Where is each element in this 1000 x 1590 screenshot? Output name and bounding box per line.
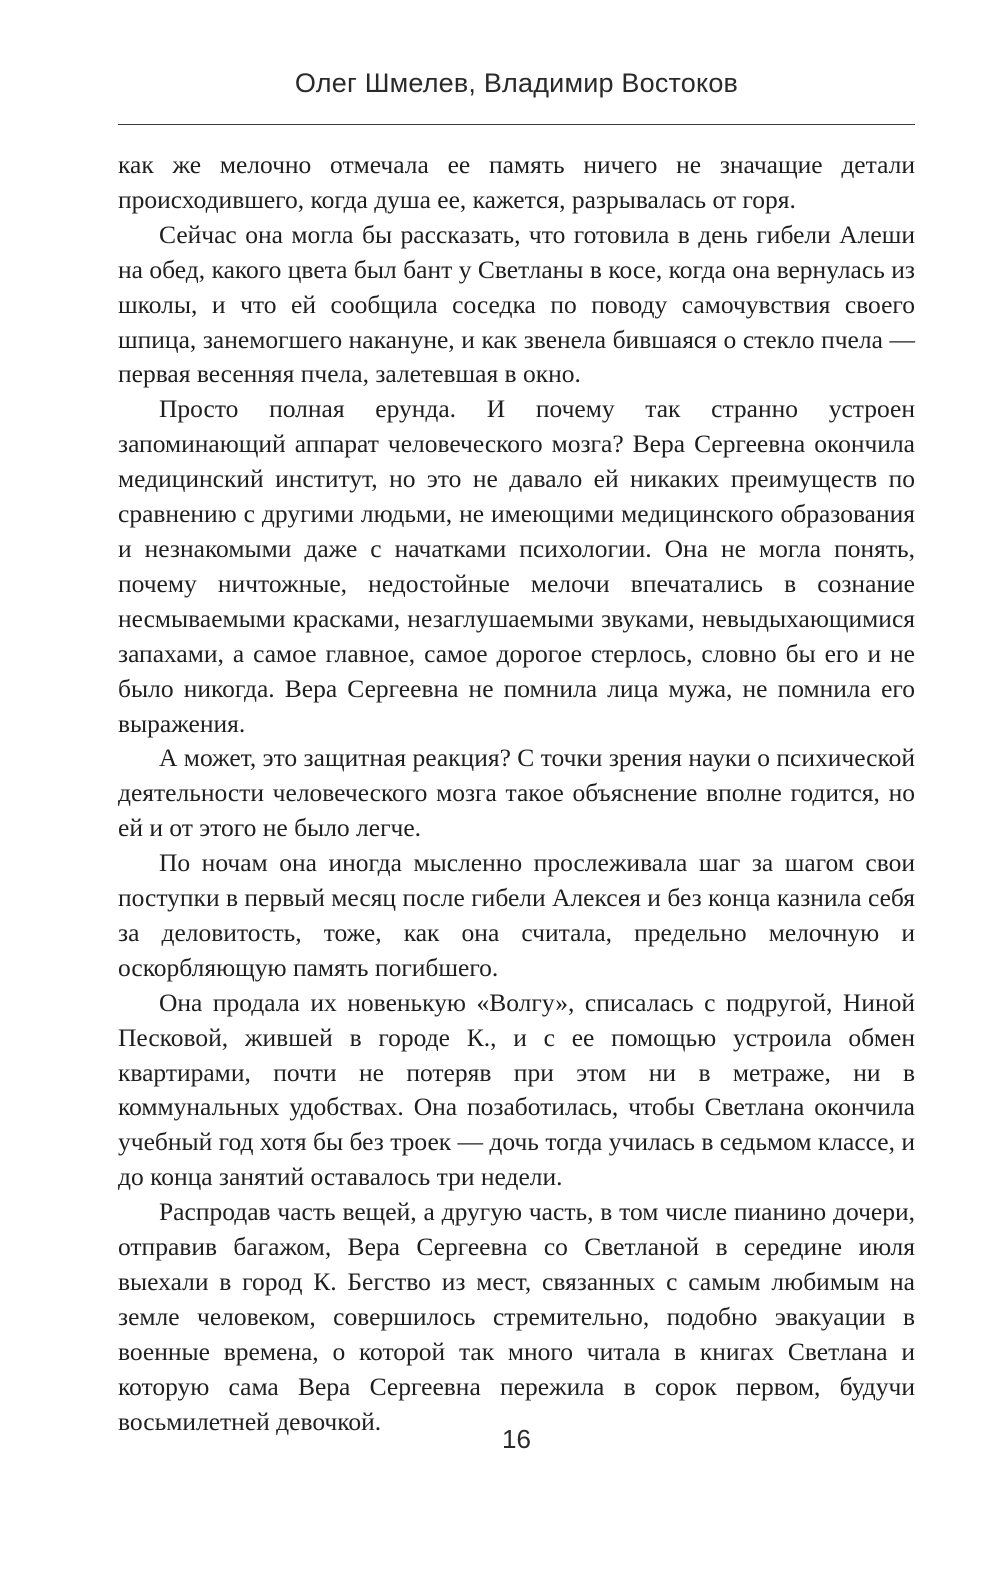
running-head: Олег Шмелев, Владимир Востоков xyxy=(294,68,739,98)
paragraph: Просто полная ерунда. И почему так странно устроен запоминающий аппарат человеческого мозга? Вера Сергеевна окончила медицинский институт, но это не давало ей никаких преимуществ по сравнению с другими людьми, не имеющими медицинского образования и незнакомыми даже с начатками психологии. Она не могла понять, почему ничтожные, недостойные мелочи впечатались в сознание несмываемыми красками, незаглушаемыми звуками, невыдыхающимися запахами, а самое главное, самое дорогое стерлось, словно бы его и не было никогда. Вера Сергеевна не помнила лица мужа, не помнила его выражения. xyxy=(118,394,915,738)
paragraph: Распродав часть вещей, а другую часть, в том числе пианино дочери, отправив багажом, Вера Сергеевна со Светланой в середине июля выехали в город К. Бегство из мест, связанных с самым любимым на земле человеком, совершилось стремительно, подобно эвакуации в военные времена, о которой так много читала в книгах Светлана и которую сама Вера Сергеевна пережила в сорок первом, будучи восьмилетней девочкой. xyxy=(118,1197,915,1436)
body-text xyxy=(118,148,915,1440)
paragraph: По ночам она иногда мысленно прослеживала шаг за шагом свои поступки в первый месяц после гибели Алексея и без конца казнила себя за деловитость, тоже, как она считала, предельно мелочную и оскорбляющую память погибшего. xyxy=(118,848,915,982)
paragraph: Сейчас она могла бы рассказать, что готовила в день гибели Алеши на обед, какого цвета был бант у Светланы в косе, когда она вернулась из школы, и что ей сообщила соседка по поводу самочувствия своего шпица, занемогшего накануне, и как звенела бившаяся о стекло пчела — первая весенняя пчела, залетевшая в окно. xyxy=(118,219,915,389)
paragraph-continued: как же мелочно отмечала ее память ничего не значащие детали происходившего, когда душа ее, кажется, разрывалась от горя. xyxy=(118,150,915,214)
paragraph: Она продала их новенькую «Волгу», списалась с подругой, Ниной Песковой, жившей в городе К., и с ее помощью устроила обмен квартирами, почти не потеряв при этом ни в метраже, ни в коммунальных удобствах. Она позаботилась, чтобы Светлана окончила учебный год хотя бы без троек — дочь тогда училась в седьмом классе, и до конца занятий оставалось три недели. xyxy=(118,987,915,1192)
header-rule xyxy=(118,124,915,125)
page-number: 16 xyxy=(502,1424,531,1454)
paragraph: А может, это защитная реакция? С точки зрения науки о психической деятельности человеческого мозга такое объяснение вполне годится, но ей и от этого не было легче. xyxy=(118,743,915,843)
